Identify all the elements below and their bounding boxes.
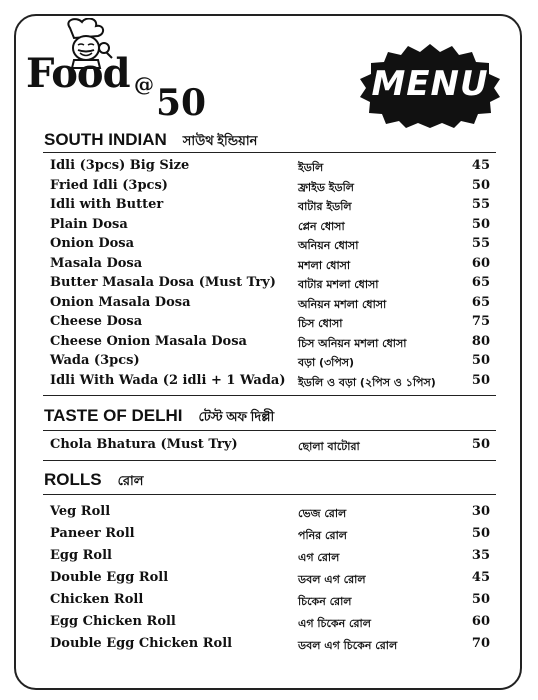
menu-item [50,353,490,373]
item-price: 50 [471,592,490,607]
item-name-bn: বাটার ইডলি [298,200,352,213]
menu-item [50,178,490,198]
menu-item [50,504,490,524]
item-name-bn: ইডলি [298,161,324,174]
item-price: 50 [471,437,490,452]
item-name-bn: চিস ধোসা [298,317,343,330]
item-price: 65 [471,294,490,310]
brand-name: Food [26,50,130,97]
menu-item [50,526,490,546]
item-price: 50 [471,526,490,541]
brand-at: @ [134,72,154,96]
section-title-en: SOUTH INDIAN [44,130,167,149]
item-price: 55 [471,236,490,251]
item-name: Onion Dosa [50,236,135,251]
section-title-bn: রোল [117,473,144,488]
menu-badge-label: MENU [371,64,489,104]
item-name: Idli With Wada (2 idli + 1 Wada) [50,372,286,388]
item-name-bn: চিস অনিয়ন মশলা ধোসা [298,336,407,350]
item-name: Masala Dosa [50,255,143,271]
menu-item [50,295,490,315]
item-price: 35 [471,548,490,563]
item-name-bn: চিকেন রোল [298,595,352,608]
item-price: 60 [471,614,490,629]
item-name-bn: বড়া (৩পিস) [298,356,355,369]
section-title-bn: টেস্ট অফ দিল্লী [198,409,275,424]
item-name: Chola Bhatura (Must Try) [50,437,238,452]
item-name: Double Egg Roll [50,570,169,585]
item-name: Cheese Onion Masala Dosa [50,333,247,349]
item-price: 50 [471,177,490,193]
menu-item [50,256,490,276]
divider [43,460,496,461]
item-name-bn: বাটার মশলা ধোসা [298,278,379,291]
menu-item [50,437,490,457]
menu-item [50,275,490,295]
item-name-bn: ইডলি ও বড়া (২পিস ও ১পিস) [298,375,436,389]
divider [43,430,496,431]
item-name-bn: পনির রোল [298,529,347,542]
item-name-bn: ছোলা বাটোরা [298,440,360,453]
item-name-bn: অনিয়ন মশলা ধোসা [298,297,387,311]
item-name: Egg Chicken Roll [50,614,176,629]
section-title-en: TASTE OF DELHI [44,406,183,425]
menu-item [50,158,490,178]
item-name-bn: অনিয়ন ধোসা [298,239,359,252]
item-name-bn: ভেজ রোল [298,507,347,520]
menu-item [50,614,490,634]
menu-item [50,570,490,590]
section-title-bn: সাউথ ইন্ডিয়ান [182,133,258,148]
item-name: Double Egg Chicken Roll [50,636,233,651]
item-name: Onion Masala Dosa [50,294,191,310]
menu-item [50,373,490,393]
item-name-bn: এগ চিকেন রোল [298,617,371,630]
divider [43,152,496,153]
item-name: Egg Roll [50,548,112,563]
item-name-bn: ফ্রাইড ইডলি [298,180,354,194]
item-name: Idli with Butter [50,197,164,212]
item-name: Chicken Roll [50,592,144,607]
item-price: 75 [471,314,490,329]
menu-item [50,334,490,354]
item-price: 55 [471,197,490,212]
item-price: 65 [471,275,490,290]
section-title-rolls [44,470,144,493]
item-name-bn: এগ রোল [298,551,340,564]
item-name: Cheese Dosa [50,314,143,329]
menu-item [50,217,490,237]
item-name: Plain Dosa [50,216,128,232]
item-name: Idli (3pcs) Big Size [50,158,190,173]
item-name-bn: মশলা ধোসা [298,258,351,272]
item-price: 60 [471,255,490,271]
divider [43,494,496,495]
item-name-bn: ডবল এগ রোল [298,573,366,586]
brand-number: 50 [156,82,207,124]
item-name: Wada (3pcs) [50,353,140,368]
menu-item [50,236,490,256]
item-price: 30 [471,504,490,519]
menu-item [50,197,490,217]
menu-item [50,592,490,612]
item-price: 50 [471,372,490,388]
section-title-en: ROLLS [44,470,102,489]
item-price: 50 [471,216,490,232]
item-price: 70 [471,636,490,651]
menu-item [50,314,490,334]
menu-item [50,548,490,568]
section-title-south-indian [44,130,257,153]
item-price: 45 [471,570,490,585]
item-price: 45 [471,158,490,173]
divider [43,395,496,396]
item-name: Fried Idli (3pcs) [50,177,168,193]
item-price: 80 [471,333,490,349]
item-price: 50 [471,353,490,368]
item-name-bn: প্লেন ধোসা [298,219,345,233]
menu-item [50,636,490,656]
item-name: Paneer Roll [50,526,135,541]
item-name: Veg Roll [50,504,111,519]
section-title-taste-of-delhi [44,406,274,429]
item-name: Butter Masala Dosa (Must Try) [50,275,276,290]
item-name-bn: ডবল এগ চিকেন রোল [298,639,398,652]
